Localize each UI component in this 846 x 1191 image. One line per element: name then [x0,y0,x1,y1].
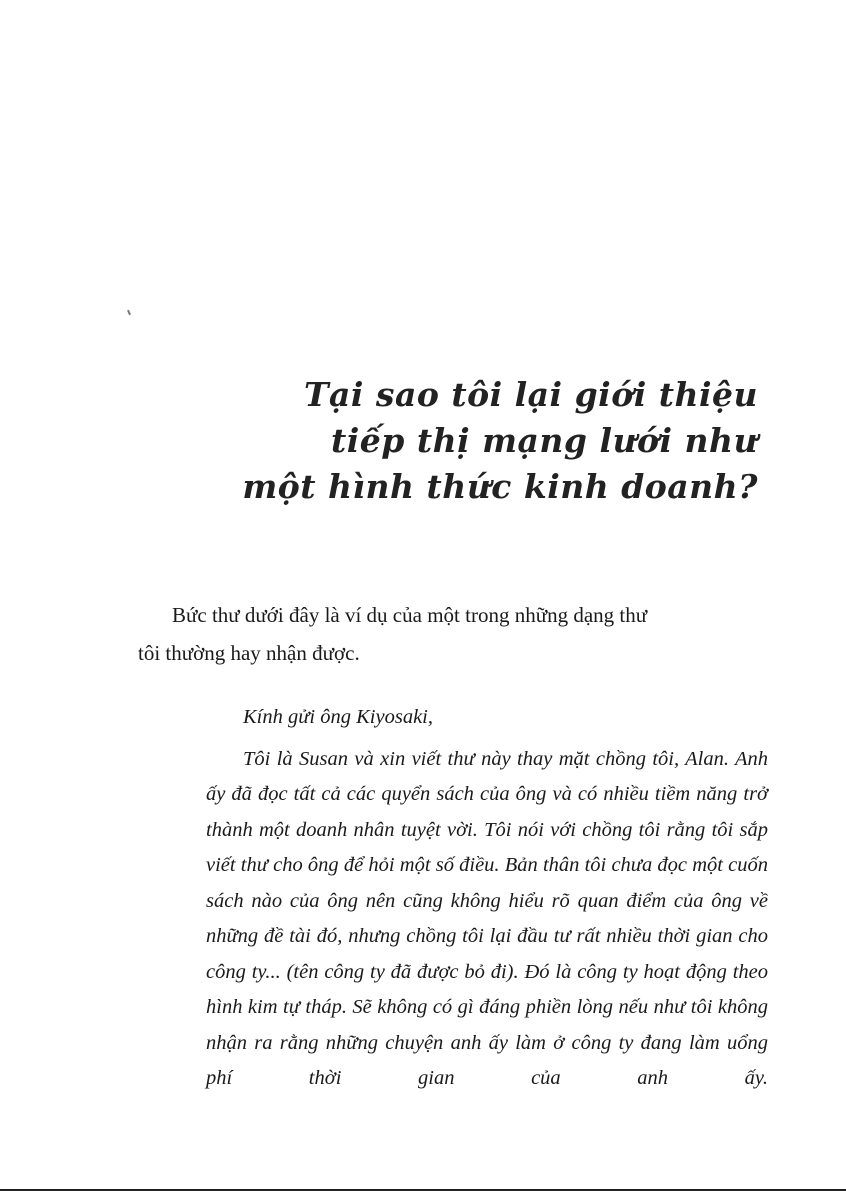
intro-line-1: Bức thư dưới đây là ví dụ của một trong những dạng thư [172,603,648,627]
intro-paragraph [138,596,766,672]
chapter-title-line-3: một hình thức kinh doanh? [242,467,758,506]
scan-speck [127,310,131,315]
chapter-title-line-2: tiếp thị mạng lưới như [331,421,758,460]
intro-line-2: tôi thường hay nhận được. [138,641,360,665]
letter-body: Tôi là Susan và xin viết thư này thay mặt chồng tôi, Alan. Anh ấy đã đọc tất cả các quyển sách của ông và có nhiều tiềm năng trở thành một doanh nhân tuyệt vời. Tôi nói với chồng tôi rằng tôi sắp viết thư cho ông để hỏi một số điều. Bản thân tôi chưa đọc một cuốn sách nào của ông nên cũng không hiểu rõ quan điểm của ông về những đề tài đó, nhưng chồng tôi lại đầu tư rất nhiều thời gian cho công ty... (tên công ty đã được bỏ đi). Đó là công ty hoạt động theo hình kim tự tháp. Sẽ không có gì đáng phiền lòng nếu như tôi không nhận ra rằng những chuyện anh ấy làm ở công ty đang làm uổng phí thời gian của anh ấy. [206,747,768,1089]
quoted-letter [206,700,768,1097]
letter-salutation: Kính gửi ông Kiyosaki, [243,706,433,728]
chapter-title-line-1: Tại sao tôi lại giới thiệu [303,375,758,414]
chapter-title [242,372,758,510]
